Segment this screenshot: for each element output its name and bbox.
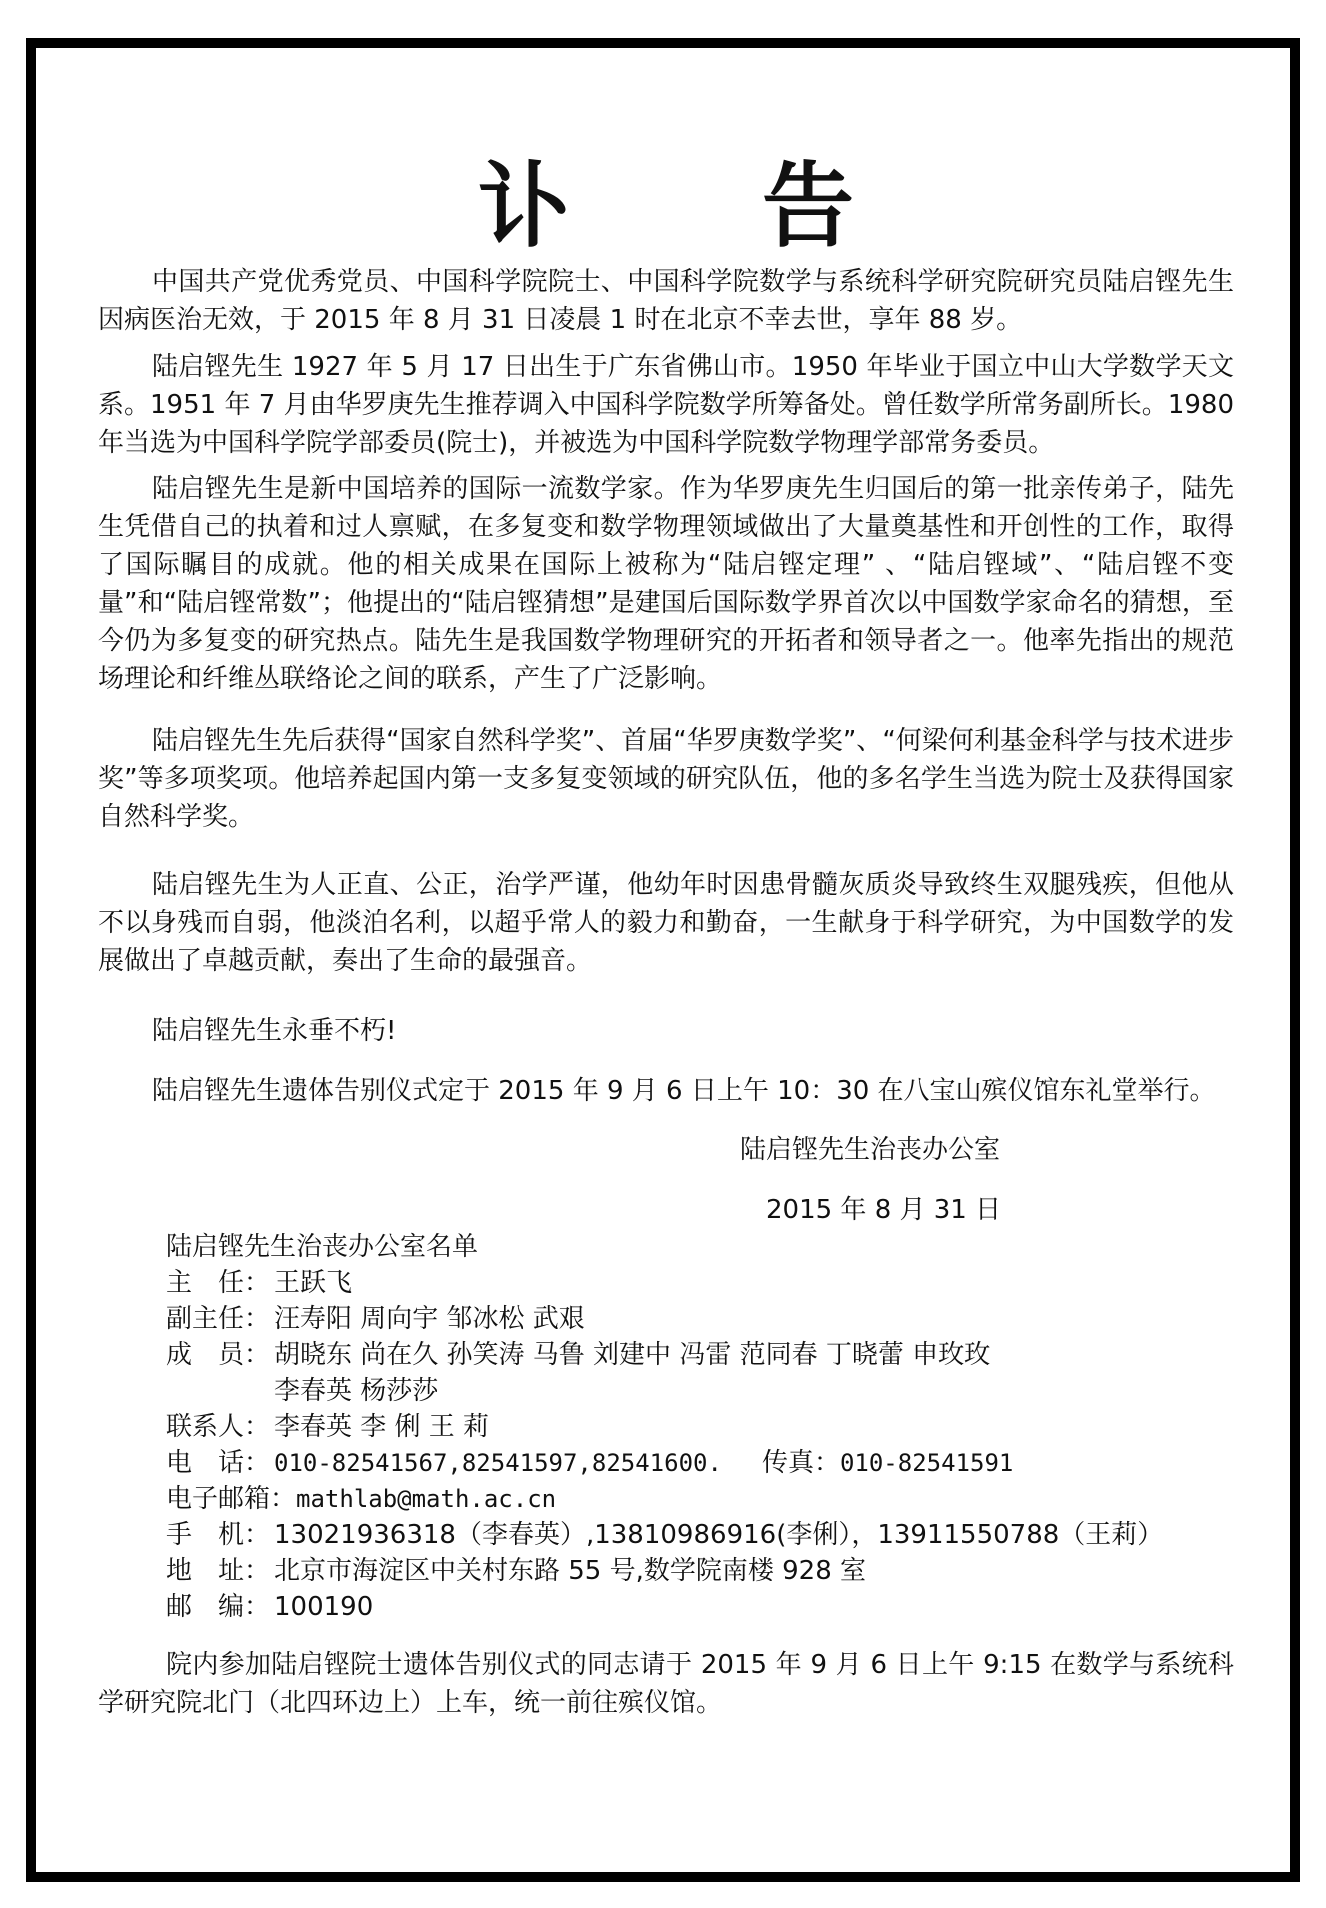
roster-value: 胡晓东 尚在久 孙笑涛 马鲁 刘建中 冯雷 范同春 丁晓蕾 申玫玫	[274, 1340, 991, 1370]
roster-label: 电子邮箱：	[166, 1484, 297, 1514]
roster-label: 主 任：	[166, 1268, 271, 1298]
roster-label: 成 员：	[166, 1340, 271, 1370]
roster-label: 副主任：	[166, 1304, 271, 1334]
roster-address	[166, 1554, 866, 1588]
roster-members-continued	[166, 1374, 438, 1408]
roster-value: 王跃飞	[274, 1268, 353, 1298]
email-address: mathlab@math.ac.cn	[296, 1485, 557, 1513]
signature-office: 陆启铿先生治丧办公室	[740, 1135, 1001, 1165]
roster-label: 邮 编：	[166, 1592, 271, 1622]
phone-numbers: 010-82541567,82541597,82541600.	[274, 1449, 722, 1477]
roster-postcode	[166, 1590, 373, 1624]
roster-label: 电 话：	[166, 1448, 271, 1478]
roster-director	[166, 1266, 352, 1300]
paragraph-eulogy: 陆启铿先生永垂不朽!	[152, 1016, 397, 1046]
roster-value: 汪寿阳 周向宇 邹冰松 武艰	[274, 1304, 585, 1334]
address-value: 北京市海淀区中关村东路 55 号,数学院南楼 928 室	[274, 1556, 867, 1586]
roster-email	[166, 1482, 556, 1516]
signature-date: 2015 年 8 月 31 日	[766, 1195, 1002, 1225]
paragraph-announcement: 中国共产党优秀党员、中国科学院院士、中国科学院数学与系统科学研究院研究员陆启铿先生因病医治无效，于 2015 年 8 月 31 日凌晨 1 时在北京不幸去世，享年 88 岁。	[98, 267, 1234, 335]
paragraph-awards: 陆启铿先生先后获得“国家自然科学奖”、首届“华罗庚数学奖”、“何梁何利基金科学与技术进步奖”等多项奖项。他培养起国内第一支多复变领域的研究队伍，他的多名学生当选为院士及获得国家自然科学奖。	[98, 726, 1234, 832]
roster-contacts	[166, 1410, 489, 1444]
paragraph-character: 陆启铿先生为人正直、公正，治学严谨，他幼年时因患骨髓灰质炎导致终生双腿残疾，但他从不以身残而自弱，他淡泊名利，以超乎常人的毅力和勤奋，一生献身于科学研究，为中国数学的发展做出了卓越贡献，奏出了生命的最强音。	[98, 870, 1234, 976]
paragraph-achievements: 陆启铿先生是新中国培养的国际一流数学家。作为华罗庚先生归国后的第一批亲传弟子，陆先生凭借自己的执着和过人禀赋，在多复变和数学物理领域做出了大量奠基性和开创性的工作，取得了国际瞩目的成就。他的相关成果在国际上被称为“陆启铿定理” 、“陆启铿域”、“陆启铿不变量”和“陆启铿常数”；他提出的“陆启铿猜想”是建国后国际数学界首次以中国数学家命名的猜想，至今仍为多复变的研究热点。陆先生是我国数学物理研究的开拓者和领导者之一。他率先指出的规范场理论和纤维丛联络论之间的联系，产生了广泛影响。	[98, 474, 1234, 694]
roster-label: 手 机：	[166, 1520, 271, 1550]
roster-deputies	[166, 1302, 585, 1336]
roster-mobile	[166, 1518, 1163, 1552]
paragraph-ceremony: 陆启铿先生遗体告别仪式定于 2015 年 9 月 6 日上午 10：30 在八宝山殡仪馆东礼堂举行。	[152, 1076, 1216, 1106]
fax-label: 传真：	[761, 1448, 840, 1478]
page-title: 讣 告	[477, 153, 935, 260]
roster-label: 联系人：	[166, 1412, 271, 1442]
roster-value: 李春英 杨莎莎	[274, 1376, 439, 1406]
postcode-value: 100190	[274, 1592, 374, 1622]
roster-members	[166, 1338, 990, 1372]
paragraph-biography: 陆启铿先生 1927 年 5 月 17 日出生于广东省佛山市。1950 年毕业于国立中山大学数学天文系。1951 年 7 月由华罗庚先生推荐调入中国科学院数学所筹备处。曾任数学所常务副所长。1980 年当选为中国科学院学部委员(院士)，并被选为中国科学院数学物理学部常务委员。	[98, 352, 1234, 458]
mobile-numbers: 13021936318（李春英）,13810986916(李俐），13911550788（王莉）	[274, 1520, 1164, 1550]
roster-phone	[166, 1446, 1013, 1480]
roster-heading: 陆启铿先生治丧办公室名单	[166, 1232, 479, 1262]
fax-number: 010-82541591	[839, 1449, 1014, 1477]
roster-label: 地 址：	[166, 1556, 271, 1586]
paragraph-transport-notice: 院内参加陆启铿院士遗体告别仪式的同志请于 2015 年 9 月 6 日上午 9:15 在数学与系统科学研究院北门（北四环边上）上车，统一前往殡仪馆。	[98, 1650, 1234, 1718]
roster-value: 李春英 李 俐 王 莉	[274, 1412, 490, 1442]
